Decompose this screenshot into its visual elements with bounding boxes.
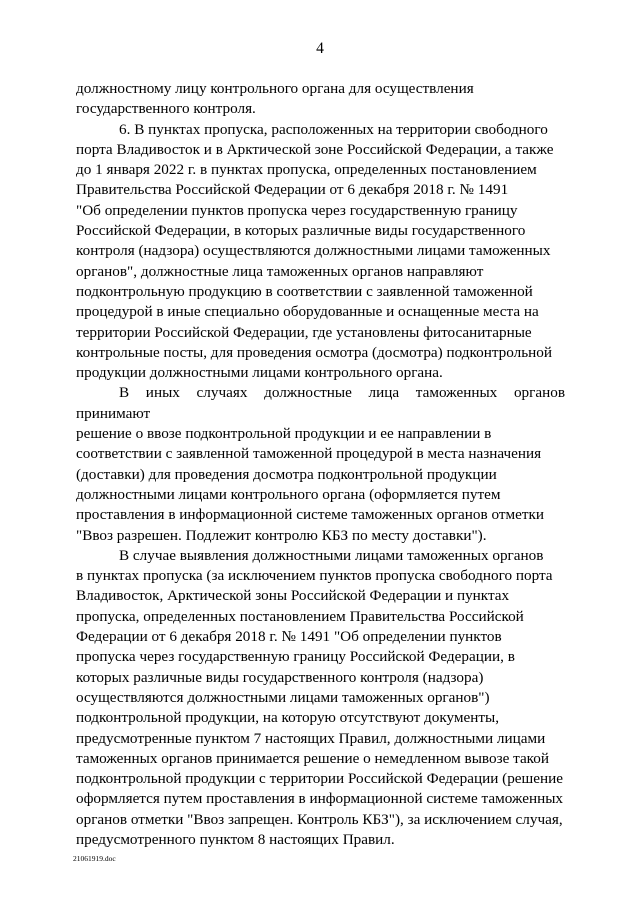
paragraph-missing-documents: В случае выявления должностными лицами таможенных органов в пунктах пропуска (за исключением пунктов пропуска свободного порта Владивосток, Арктической зоны Российской Федерации и пунктах пропуска, определенных постановлением Правительства Российской Федерации от 6 декабря 2018 г. № 1491 "Об определении пунктов пропуска через государственную границу Российской Федерации, в которых различные виды государственного контроля (надзора) осуществляются должностными лицами таможенных органов") подконтрольной продукции, на которую отсутствуют документы, предусмотренные пунктом 7 настоящих Правил, должностными лицами таможенных органов принимается решение о немедленном вывозе такой подконтрольной продукции с территории Российской Федерации (решение оформляется путем проставления в информационной системе таможенных органов отметки "Ввоз запрещен. Контроль КБЗ"), за исключением случая, предусмотренного пунктом 8 настоящих Правил.: [76, 546, 563, 848]
footer-filename: 21061919.doc: [73, 854, 116, 863]
paragraph-other-cases: В иных случаях должностные лица таможенных органов принимают решение о ввозе подконтрольной продукции и ее направлении в соответствии с заявленной таможенной процедурой в места назначения (доставки) для проведения досмотра подконтрольной продукции должностными лицами контрольного органа (оформляется путем проставления в информационной системе таможенных органов отметки "Ввоз разрешен. Подлежит контролю КБЗ по месту доставки").: [76, 384, 565, 544]
page-number: 4: [316, 40, 324, 57]
paragraph-continuation: должностному лицу контрольного органа для осуществления государственного контроля.: [76, 80, 474, 118]
document-body: [76, 79, 565, 850]
paragraph-item-6: 6. В пунктах пропуска, расположенных на территории свободного порта Владивосток и в Арктической зоне Российской Федерации, а также до 1 января 2022 г. в пунктах пропуска, определенных постановлением Правительства Российской Федерации от 6 декабря 2018 г. № 1491 "Об определении пунктов пропуска через государственную границу Российской Федерации, в которых различные виды государственного контроля (надзора) осуществляются должностными лицами таможенных органов", должностные лица таможенных органов направляют подконтрольную продукцию в соответствии с заявленной таможенной процедурой в иные специально оборудованные и оснащенные места на территории Российской Федерации, где установлены фитосанитарные контрольные посты, для проведения осмотра (досмотра) подконтрольной продукции должностными лицами контрольного органа.: [76, 120, 554, 382]
